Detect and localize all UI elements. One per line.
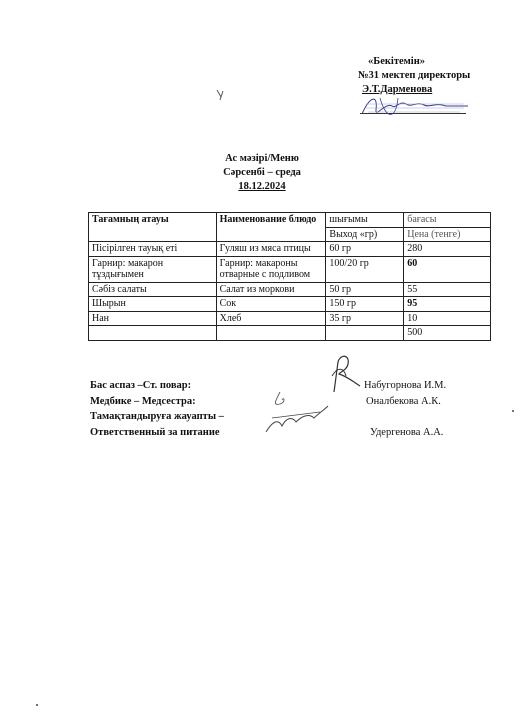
dish-price: 10: [404, 311, 491, 326]
pen-mark: [215, 88, 227, 102]
table-row: [89, 311, 491, 326]
dish-kz: Шырын: [89, 297, 217, 312]
director-signature: [356, 92, 472, 122]
header-output-ru: Выход «гр): [326, 227, 404, 242]
staff-names: [364, 378, 446, 440]
scan-speck: [36, 704, 38, 706]
dish-kz: Гарнир: макарон тұздығымен: [89, 256, 217, 282]
dish-price: 60: [404, 256, 491, 282]
table-total-row: [89, 326, 491, 341]
dish-output: 50 гр: [326, 282, 404, 297]
dish-ru: Гуляш из мяса птицы: [216, 242, 326, 257]
menu-title: [0, 152, 524, 194]
header-price-ru: Цена (тенге): [404, 227, 491, 242]
approval-director-name: Э.Т.Дарменова: [362, 84, 433, 95]
table-row: [89, 297, 491, 312]
header-price-kz: бағасы: [404, 213, 491, 228]
cook-signature: [326, 352, 366, 394]
header-output-kz: шығымы: [326, 213, 404, 228]
dish-kz: Пісірілген тауық еті: [89, 242, 217, 257]
table-row: [89, 282, 491, 297]
role-nurse: Медбике – Медсестра:: [90, 395, 196, 407]
dish-output: 60 гр: [326, 242, 404, 257]
total-empty-cell: [326, 326, 404, 341]
total-empty-cell: [216, 326, 326, 341]
approval-block: [358, 55, 470, 97]
dish-price: 280: [404, 242, 491, 257]
table-row: [89, 256, 491, 282]
dish-output: 35 гр: [326, 311, 404, 326]
cook-name: Набугорнова И.М.: [364, 380, 447, 391]
scan-speck: [512, 410, 514, 412]
menu-weekday: Сәрсенбі – среда: [223, 167, 301, 178]
total-price: 500: [404, 326, 491, 341]
header-dish-ru: Наименование блюдо: [216, 213, 326, 242]
menu-date: 18.12.2024: [238, 181, 286, 192]
menu-heading: Ас мәзірі/Меню: [225, 153, 299, 164]
role-responsible-kz: Тамақтандыруға жауапты –: [90, 411, 224, 422]
role-responsible-ru: Ответственный за питание: [90, 426, 220, 438]
dish-output: 100/20 гр: [326, 256, 404, 282]
dish-ru: Салат из моркови: [216, 282, 326, 297]
menu-table: [88, 212, 491, 341]
dish-output: 150 гр: [326, 297, 404, 312]
responsible-signature: [262, 388, 332, 436]
dish-kz: Сәбіз салаты: [89, 282, 217, 297]
dish-kz: Нан: [89, 311, 217, 326]
header-dish-kz: Тағамның атауы: [89, 213, 217, 242]
dish-ru: Сок: [216, 297, 326, 312]
table-row: [89, 242, 491, 257]
dish-ru: Гарнир: макароны отварные с подливом: [216, 256, 326, 282]
responsible-name: Удергенова А.А.: [370, 426, 444, 438]
role-cook: Бас аспаз –Ст. повар:: [90, 380, 192, 391]
total-empty-cell: [89, 326, 217, 341]
dish-price: 55: [404, 282, 491, 297]
table-header-row: [89, 213, 491, 228]
approval-position: №31 мектеп директоры: [358, 70, 471, 81]
staff-roles: [90, 378, 224, 440]
dish-price: 95: [404, 297, 491, 312]
approval-heading: «Бекітемін»: [368, 56, 426, 67]
nurse-name: Оналбекова А.К.: [366, 395, 441, 407]
dish-ru: Хлеб: [216, 311, 326, 326]
